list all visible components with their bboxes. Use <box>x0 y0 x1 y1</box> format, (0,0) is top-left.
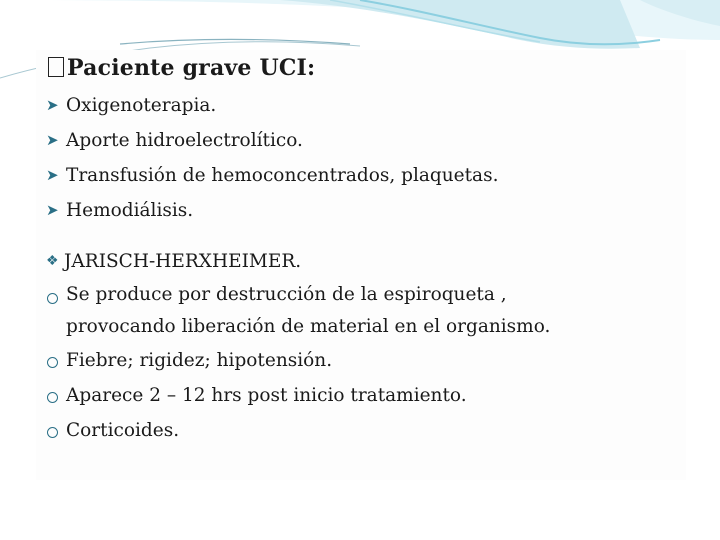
section-heading-text: JARISCH-HERXHEIMER. <box>64 251 302 272</box>
heading-text: Paciente grave UCI: <box>67 55 316 81</box>
list-item <box>46 158 686 193</box>
list-item <box>46 123 686 158</box>
list-item <box>46 378 686 413</box>
list-item-text: Aparece 2 – 12 hrs post inicio tratamiento. <box>66 385 467 406</box>
missing-glyph-icon <box>48 57 64 77</box>
arrow-bullet-icon: ➤ <box>46 96 59 114</box>
list-item-text: Aporte hidroelectrolítico. <box>66 130 303 151</box>
list-item <box>46 343 686 378</box>
list-item-text: provocando liberación de material en el organismo. <box>66 316 551 337</box>
diamond-bullet-icon: ❖ <box>46 253 59 269</box>
list-item-text: Hemodiálisis. <box>66 200 194 221</box>
list-item <box>46 413 686 448</box>
list-item <box>46 88 686 123</box>
circle-bullet-icon <box>47 427 58 438</box>
list-item-text: Transfusión de hemoconcentrados, plaquetas. <box>66 165 499 186</box>
list-item <box>46 193 686 228</box>
list-item-text: Corticoides. <box>66 420 180 441</box>
arrow-bullet-icon: ➤ <box>46 201 59 219</box>
circle-bullet-icon <box>47 293 58 304</box>
list-item-text: Fiebre; rigidez; hipotensión. <box>66 350 333 371</box>
list-item-text: Oxigenoterapia. <box>66 95 217 116</box>
circle-bullet-icon <box>47 392 58 403</box>
jarisch-list <box>46 244 686 448</box>
slide-heading <box>48 55 315 81</box>
section-heading <box>46 244 686 279</box>
circle-bullet-icon <box>47 357 58 368</box>
arrow-bullet-icon: ➤ <box>46 131 59 149</box>
list-item <box>46 279 686 343</box>
list-item-text: Se produce por destrucción de la espiroqueta , <box>66 284 507 305</box>
treatment-list <box>46 88 686 228</box>
arrow-bullet-icon: ➤ <box>46 166 59 184</box>
